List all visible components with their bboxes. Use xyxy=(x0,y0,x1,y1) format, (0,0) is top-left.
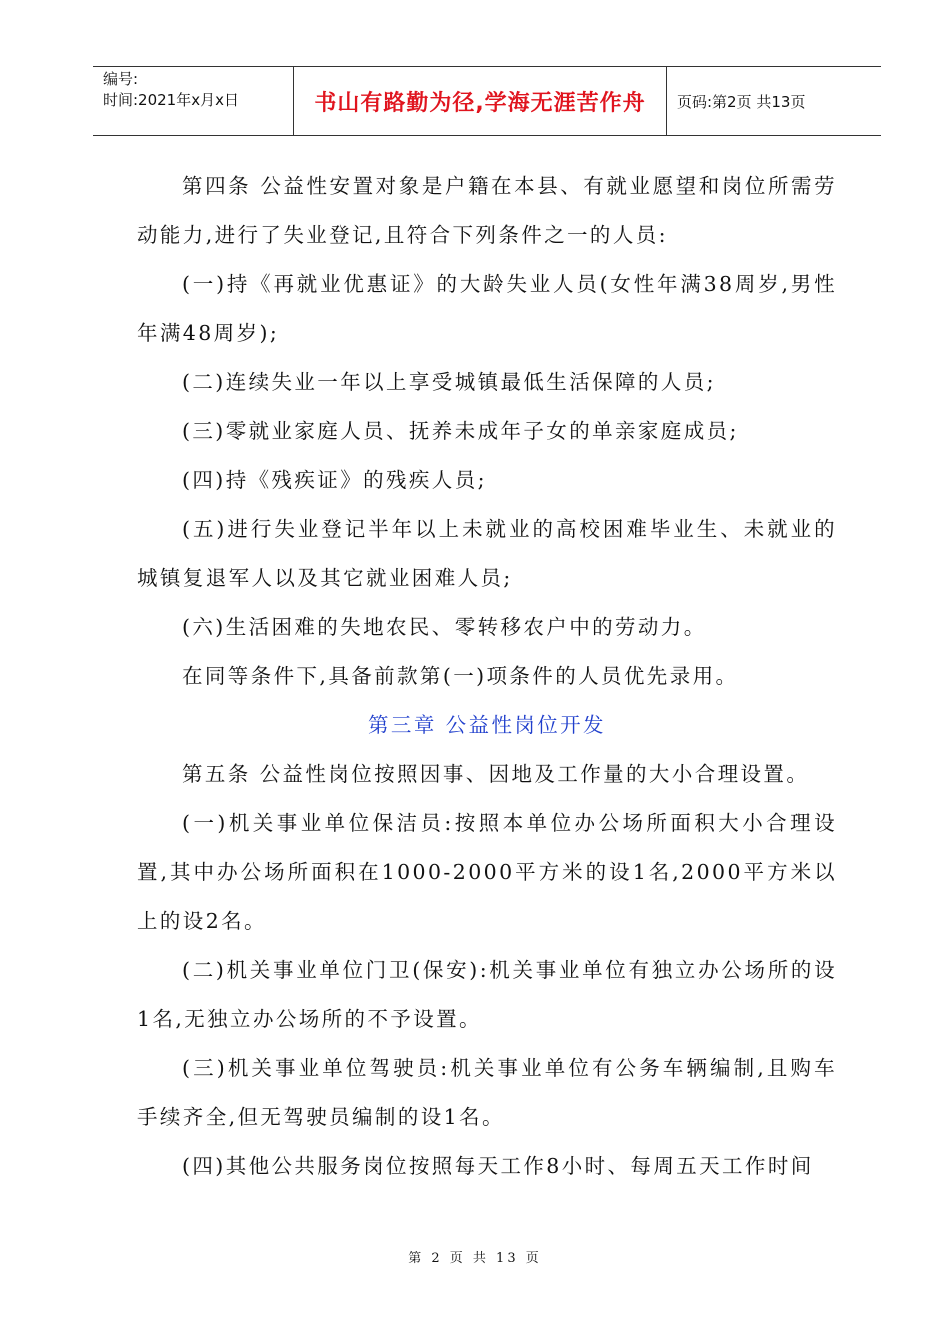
paragraph-item-4: (四)持《残疾证》的残疾人员; xyxy=(182,468,487,492)
paragraph-a5-item-1: (一)机关事业单位保洁员:按照本单位办公场所面积大小合理设置,其中办公场所面积在1000-2000平方米的设1名,2000平方米以上的设2名。 xyxy=(137,811,837,933)
header-meta xyxy=(93,67,293,135)
document-body xyxy=(137,162,837,1191)
paragraph-article-4: 第四条 公益性安置对象是户籍在本县、有就业愿望和岗位所需劳动能力,进行了失业登记,且符合下列条件之一的人员: xyxy=(137,174,837,247)
paragraph-article-5: 第五条 公益性岗位按照因事、因地及工作量的大小合理设置。 xyxy=(182,762,810,786)
chapter-title: 第三章 公益性岗位开发 xyxy=(368,713,606,737)
paragraph-item-3: (三)零就业家庭人员、抚养未成年子女的单亲家庭成员; xyxy=(182,419,739,443)
paragraph-a5-item-3: (三)机关事业单位驾驶员:机关事业单位有公务车辆编制,且购车手续齐全,但无驾驶员编制的设1名。 xyxy=(137,1056,837,1129)
number-label: 编号: xyxy=(103,70,139,88)
paragraph-item-1: (一)持《再就业优惠证》的大龄失业人员(女性年满38周岁,男性年满48周岁); xyxy=(137,272,837,345)
header-motto: 书山有路勤为径,学海无涯苦作舟 xyxy=(293,67,667,135)
paragraph-item-5: (五)进行失业登记半年以上未就业的高校困难毕业生、未就业的城镇复退军人以及其它就业困难人员; xyxy=(137,517,837,590)
paragraph-a5-item-2: (二)机关事业单位门卫(保安):机关事业单位有独立办公场所的设1名,无独立办公场所的不予设置。 xyxy=(137,958,837,1031)
page-footer: 第 2 页 共 13 页 xyxy=(408,1251,542,1266)
paragraph-a5-item-4: (四)其他公共服务岗位按照每天工作8小时、每周五天工作时间 xyxy=(182,1154,814,1178)
paragraph-priority: 在同等条件下,具备前款第(一)项条件的人员优先录用。 xyxy=(182,664,739,688)
header-page-info: 页码:第2页 共13页 xyxy=(677,92,806,111)
page-header xyxy=(93,66,881,136)
time-label: 时间:2021年x月x日 xyxy=(103,91,239,109)
paragraph-item-6: (六)生活困难的失地农民、零转移农户中的劳动力。 xyxy=(182,615,707,639)
paragraph-item-2: (二)连续失业一年以上享受城镇最低生活保障的人员; xyxy=(182,370,716,394)
